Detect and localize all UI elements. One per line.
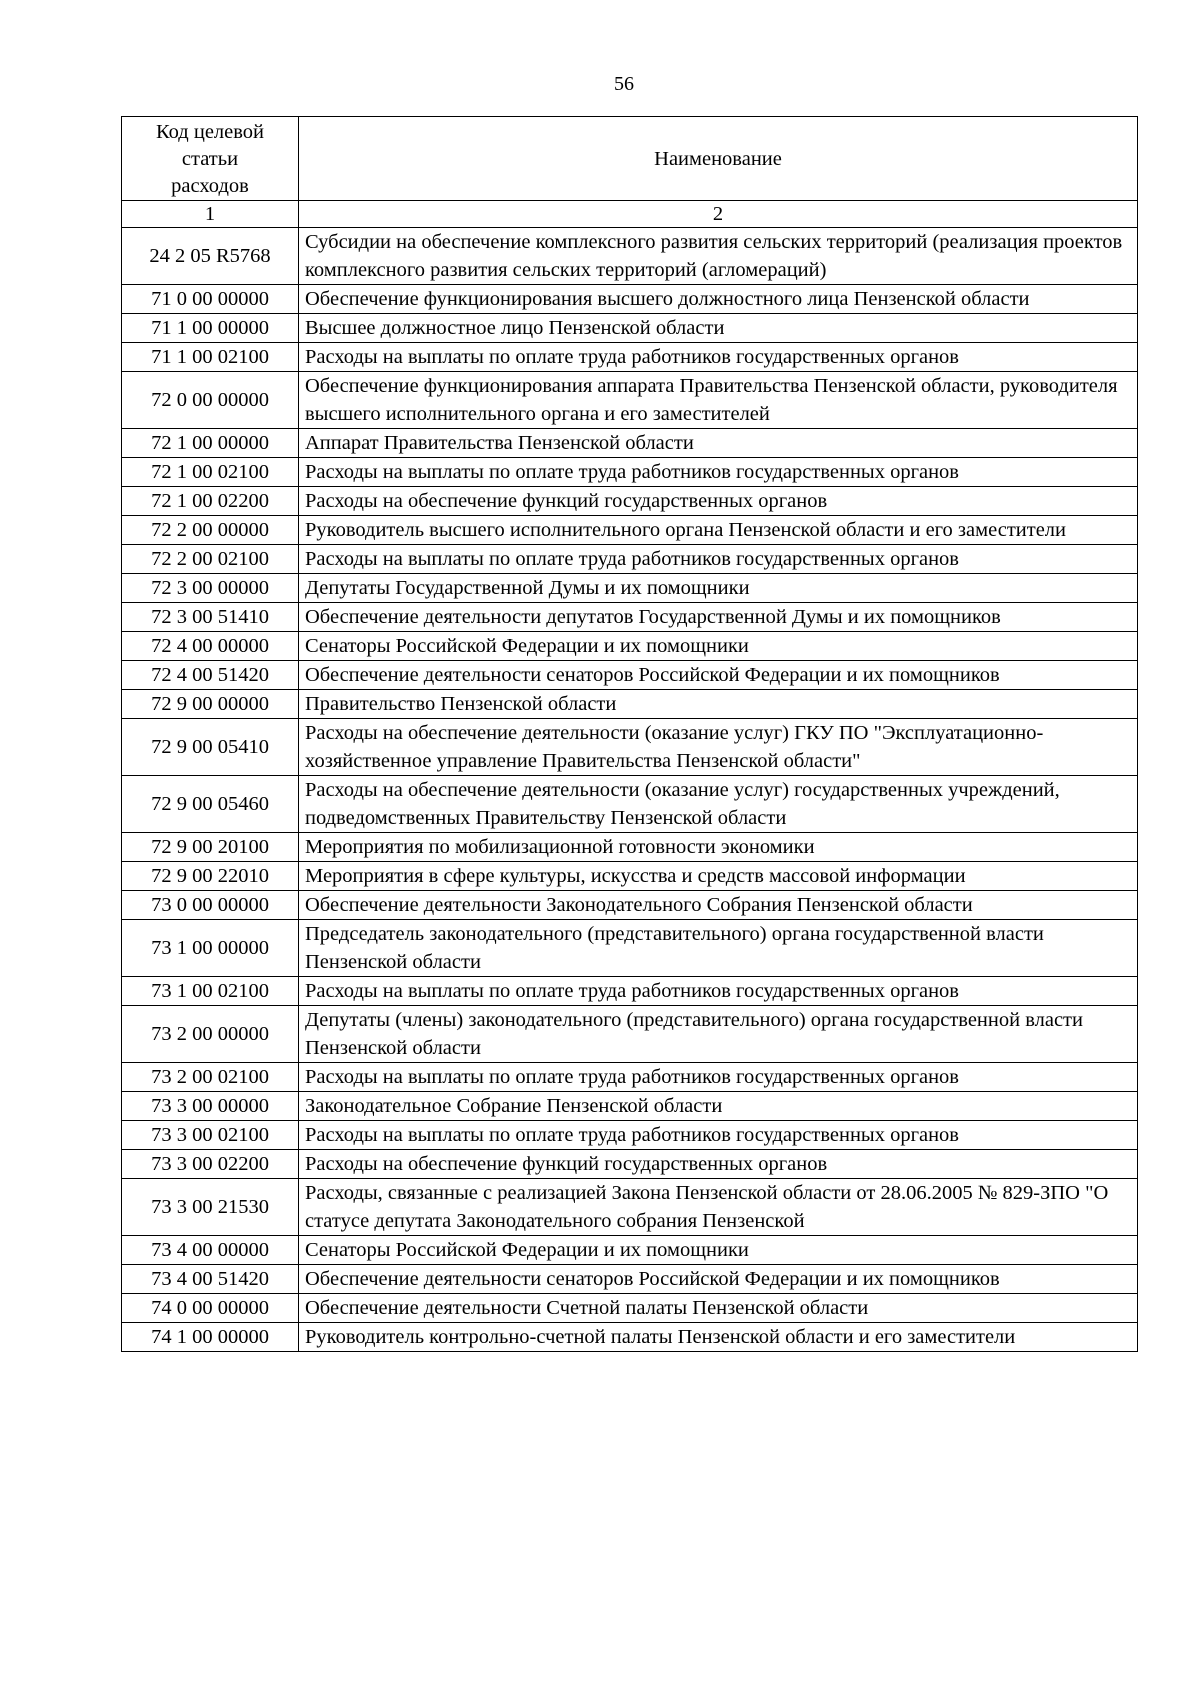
expense-code: 72 9 00 20100 (122, 833, 299, 862)
table-row (122, 632, 1138, 661)
table-row (122, 1236, 1138, 1265)
table-row (122, 977, 1138, 1006)
expense-name: Расходы на выплаты по оплате труда работников государственных органов (299, 977, 1138, 1006)
table-row (122, 1092, 1138, 1121)
table-body (122, 228, 1138, 1352)
expense-code: 73 3 00 00000 (122, 1092, 299, 1121)
expense-name: Депутаты Государственной Думы и их помощники (299, 574, 1138, 603)
expense-name: Обеспечение деятельности сенаторов Российской Федерации и их помощников (299, 1265, 1138, 1294)
expense-name: Расходы на выплаты по оплате труда работников государственных органов (299, 545, 1138, 574)
table-row (122, 661, 1138, 690)
expense-name: Субсидии на обеспечение комплексного развития сельских территорий (реализация проектов комплексного развития сельских территорий (агломераций) (299, 228, 1138, 285)
expense-name: Обеспечение деятельности Законодательного Собрания Пензенской области (299, 891, 1138, 920)
table-row (122, 1063, 1138, 1092)
table-row (122, 545, 1138, 574)
table-row (122, 487, 1138, 516)
expense-code: 72 1 00 00000 (122, 429, 299, 458)
expense-name: Руководитель высшего исполнительного органа Пензенской области и его заместители (299, 516, 1138, 545)
expense-name: Мероприятия по мобилизационной готовности экономики (299, 833, 1138, 862)
expense-code: 71 0 00 00000 (122, 285, 299, 314)
column-number: 1 (122, 201, 299, 228)
expense-name: Руководитель контрольно-счетной палаты Пензенской области и его заместители (299, 1323, 1138, 1352)
expense-name: Мероприятия в сфере культуры, искусства и средств массовой информации (299, 862, 1138, 891)
page-number: 56 (614, 73, 634, 95)
expense-name: Законодательное Собрание Пензенской области (299, 1092, 1138, 1121)
table-row (122, 776, 1138, 833)
expense-code: 24 2 05 R5768 (122, 228, 299, 285)
expense-code: 72 2 00 02100 (122, 545, 299, 574)
expense-code: 72 3 00 51410 (122, 603, 299, 632)
expense-code: 72 1 00 02100 (122, 458, 299, 487)
expense-code: 72 2 00 00000 (122, 516, 299, 545)
expense-code: 73 3 00 02100 (122, 1121, 299, 1150)
table-row (122, 1294, 1138, 1323)
expense-name: Сенаторы Российской Федерации и их помощники (299, 632, 1138, 661)
table-row (122, 1150, 1138, 1179)
table-row (122, 228, 1138, 285)
expense-code: 72 1 00 02200 (122, 487, 299, 516)
column-number: 2 (299, 201, 1138, 228)
table-row (122, 833, 1138, 862)
expense-code: 73 1 00 02100 (122, 977, 299, 1006)
expense-name: Расходы на выплаты по оплате труда работников государственных органов (299, 458, 1138, 487)
table-row (122, 574, 1138, 603)
expense-code: 71 1 00 00000 (122, 314, 299, 343)
table-row (122, 862, 1138, 891)
expense-name: Председатель законодательного (представительного) органа государственной власти Пензенской области (299, 920, 1138, 977)
target-expense-codes-table (121, 116, 1138, 1352)
expense-name: Расходы, связанные с реализацией Закона Пензенской области от 28.06.2005 № 829-ЗПО "О статусе депутата Законодательного собрания Пензенской (299, 1179, 1138, 1236)
expense-code: 71 1 00 02100 (122, 343, 299, 372)
expense-name: Обеспечение деятельности депутатов Государственной Думы и их помощников (299, 603, 1138, 632)
header-name: Наименование (299, 117, 1138, 201)
expense-name: Депутаты (члены) законодательного (представительного) органа государственной власти Пензенской области (299, 1006, 1138, 1063)
table-row (122, 372, 1138, 429)
table-row (122, 429, 1138, 458)
expense-name: Расходы на обеспечение функций государственных органов (299, 1150, 1138, 1179)
table-row (122, 920, 1138, 977)
expense-code: 73 3 00 21530 (122, 1179, 299, 1236)
expense-code: 73 2 00 00000 (122, 1006, 299, 1063)
table-row (122, 314, 1138, 343)
table-header-row (122, 117, 1138, 201)
expense-code: 74 0 00 00000 (122, 1294, 299, 1323)
table-row (122, 1121, 1138, 1150)
expense-name: Сенаторы Российской Федерации и их помощники (299, 1236, 1138, 1265)
expense-code: 72 9 00 00000 (122, 690, 299, 719)
table-row (122, 516, 1138, 545)
expense-name: Расходы на обеспечение функций государственных органов (299, 487, 1138, 516)
expense-name: Высшее должностное лицо Пензенской области (299, 314, 1138, 343)
expense-code: 73 0 00 00000 (122, 891, 299, 920)
table-row (122, 719, 1138, 776)
table-row (122, 285, 1138, 314)
header-code-line: статьи (181, 148, 239, 170)
table-row (122, 1006, 1138, 1063)
expense-code: 72 9 00 22010 (122, 862, 299, 891)
expense-code: 72 9 00 05460 (122, 776, 299, 833)
expense-name: Расходы на выплаты по оплате труда работников государственных органов (299, 343, 1138, 372)
table-row (122, 343, 1138, 372)
header-code (122, 117, 299, 201)
expense-code: 72 3 00 00000 (122, 574, 299, 603)
expense-name: Расходы на выплаты по оплате труда работников государственных органов (299, 1121, 1138, 1150)
expense-name: Правительство Пензенской области (299, 690, 1138, 719)
expense-code: 73 1 00 00000 (122, 920, 299, 977)
expense-code: 74 1 00 00000 (122, 1323, 299, 1352)
table-row (122, 1323, 1138, 1352)
column-number-row (122, 201, 1138, 228)
expense-code: 72 4 00 00000 (122, 632, 299, 661)
expense-name: Расходы на выплаты по оплате труда работников государственных органов (299, 1063, 1138, 1092)
header-code-line: Код целевой (155, 121, 265, 143)
table-row (122, 1179, 1138, 1236)
expense-code: 73 4 00 51420 (122, 1265, 299, 1294)
expense-name: Обеспечение функционирования аппарата Правительства Пензенской области, руководителя высшего исполнительного органа и его заместителей (299, 372, 1138, 429)
table-row (122, 603, 1138, 632)
table-row (122, 891, 1138, 920)
expense-name: Расходы на обеспечение деятельности (оказание услуг) государственных учреждений, подведомственных Правительству Пензенской области (299, 776, 1138, 833)
expense-code: 72 9 00 05410 (122, 719, 299, 776)
expense-name: Обеспечение деятельности Счетной палаты Пензенской области (299, 1294, 1138, 1323)
expense-code: 72 0 00 00000 (122, 372, 299, 429)
expense-name: Аппарат Правительства Пензенской области (299, 429, 1138, 458)
expense-code: 73 3 00 02200 (122, 1150, 299, 1179)
table-row (122, 1265, 1138, 1294)
header-code-line: расходов (171, 175, 249, 197)
expense-code: 72 4 00 51420 (122, 661, 299, 690)
expense-name: Обеспечение деятельности сенаторов Российской Федерации и их помощников (299, 661, 1138, 690)
expense-code: 73 2 00 02100 (122, 1063, 299, 1092)
expense-name: Обеспечение функционирования высшего должностного лица Пензенской области (299, 285, 1138, 314)
table-row (122, 690, 1138, 719)
expense-name: Расходы на обеспечение деятельности (оказание услуг) ГКУ ПО "Эксплуатационно-хозяйственное управление Правительства Пензенской области" (299, 719, 1138, 776)
expense-code: 73 4 00 00000 (122, 1236, 299, 1265)
table-row (122, 458, 1138, 487)
